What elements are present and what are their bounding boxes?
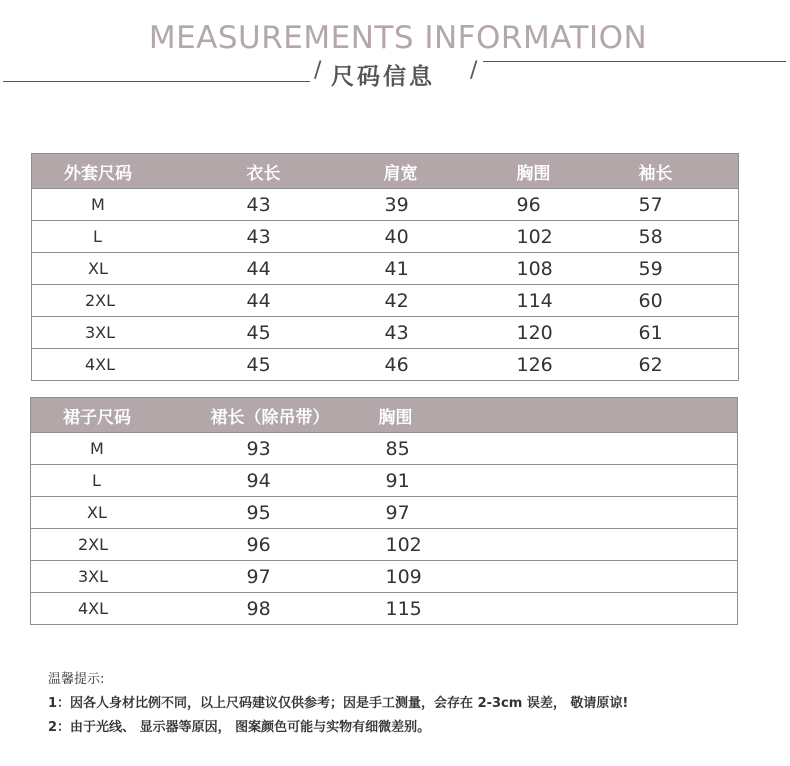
size-cell: M (31, 433, 209, 465)
shoulder-cell: 42 (377, 285, 517, 317)
length-cell: 97 (209, 561, 377, 593)
chest-cell: 109 (377, 561, 738, 593)
notes-line-1: 1：因各人身材比例不同，以上尺码建议仅供参考；因是手工测量，会存在 2-3cm 误差， 敬请原谅! (48, 696, 629, 711)
shoulder-cell: 39 (377, 189, 517, 221)
table-row (32, 253, 739, 285)
size-cell: XL (31, 497, 209, 529)
notes-title: 温馨提示: (48, 672, 105, 687)
table-row (31, 465, 738, 497)
notes (48, 668, 628, 740)
title-english: MEASUREMENTS INFORMATION (148, 20, 648, 56)
table-row (32, 285, 739, 317)
size-cell: 2XL (31, 529, 209, 561)
length-cell: 45 (239, 317, 377, 349)
length-cell: 95 (209, 497, 377, 529)
table-row (32, 349, 739, 381)
title-divider-left (3, 81, 310, 82)
length-cell: 94 (209, 465, 377, 497)
skirt-size-table (30, 397, 738, 625)
title-slash-left: / (314, 58, 322, 83)
chest-cell: 97 (377, 497, 738, 529)
table-row (31, 561, 738, 593)
sleeve-cell: 61 (632, 317, 739, 349)
chest-cell: 108 (517, 253, 632, 285)
table-row (31, 529, 738, 561)
length-cell: 45 (239, 349, 377, 381)
notes-line-2: 2：由于光线、 显示器等原因， 图案颜色可能与实物有细微差别。 (48, 720, 431, 735)
jacket-header-chest: 胸围 (517, 154, 632, 189)
length-cell: 98 (209, 593, 377, 625)
size-cell: L (32, 221, 239, 253)
length-cell: 96 (209, 529, 377, 561)
table-row (32, 317, 739, 349)
table-row (31, 497, 738, 529)
skirt-header-length: 裙长（除吊带） (209, 398, 377, 433)
skirt-header-row (31, 398, 738, 433)
sleeve-cell: 62 (632, 349, 739, 381)
sleeve-cell: 58 (632, 221, 739, 253)
jacket-header-size: 外套尺码 (32, 154, 239, 189)
length-cell: 43 (239, 221, 377, 253)
length-cell: 44 (239, 253, 377, 285)
size-cell: 3XL (31, 561, 209, 593)
jacket-size-table (31, 153, 739, 381)
length-cell: 44 (239, 285, 377, 317)
table-row (32, 189, 739, 221)
jacket-header-sleeve: 袖长 (632, 154, 739, 189)
title-chinese: 尺码信息 (331, 64, 435, 90)
jacket-header-length: 衣长 (239, 154, 377, 189)
skirt-header-size: 裙子尺码 (31, 398, 209, 433)
skirt-header-chest: 胸围 (377, 398, 738, 433)
chest-cell: 96 (517, 189, 632, 221)
title-slash-right: / (470, 58, 478, 83)
size-cell: 3XL (32, 317, 239, 349)
shoulder-cell: 43 (377, 317, 517, 349)
chest-cell: 91 (377, 465, 738, 497)
title-divider-right (483, 61, 786, 62)
size-cell: XL (32, 253, 239, 285)
sleeve-cell: 59 (632, 253, 739, 285)
size-cell: 4XL (32, 349, 239, 381)
chest-cell: 114 (517, 285, 632, 317)
chest-cell: 115 (377, 593, 738, 625)
chest-cell: 102 (377, 529, 738, 561)
shoulder-cell: 46 (377, 349, 517, 381)
sleeve-cell: 57 (632, 189, 739, 221)
jacket-header-row (32, 154, 739, 189)
table-row (31, 433, 738, 465)
title-row (0, 56, 790, 90)
size-cell: 4XL (31, 593, 209, 625)
chest-cell: 126 (517, 349, 632, 381)
chest-cell: 102 (517, 221, 632, 253)
jacket-header-shoulder: 肩宽 (377, 154, 517, 189)
shoulder-cell: 41 (377, 253, 517, 285)
chest-cell: 120 (517, 317, 632, 349)
shoulder-cell: 40 (377, 221, 517, 253)
size-cell: L (31, 465, 209, 497)
table-row (32, 221, 739, 253)
sleeve-cell: 60 (632, 285, 739, 317)
size-cell: M (32, 189, 239, 221)
length-cell: 43 (239, 189, 377, 221)
chest-cell: 85 (377, 433, 738, 465)
table-row (31, 593, 738, 625)
size-cell: 2XL (32, 285, 239, 317)
length-cell: 93 (209, 433, 377, 465)
